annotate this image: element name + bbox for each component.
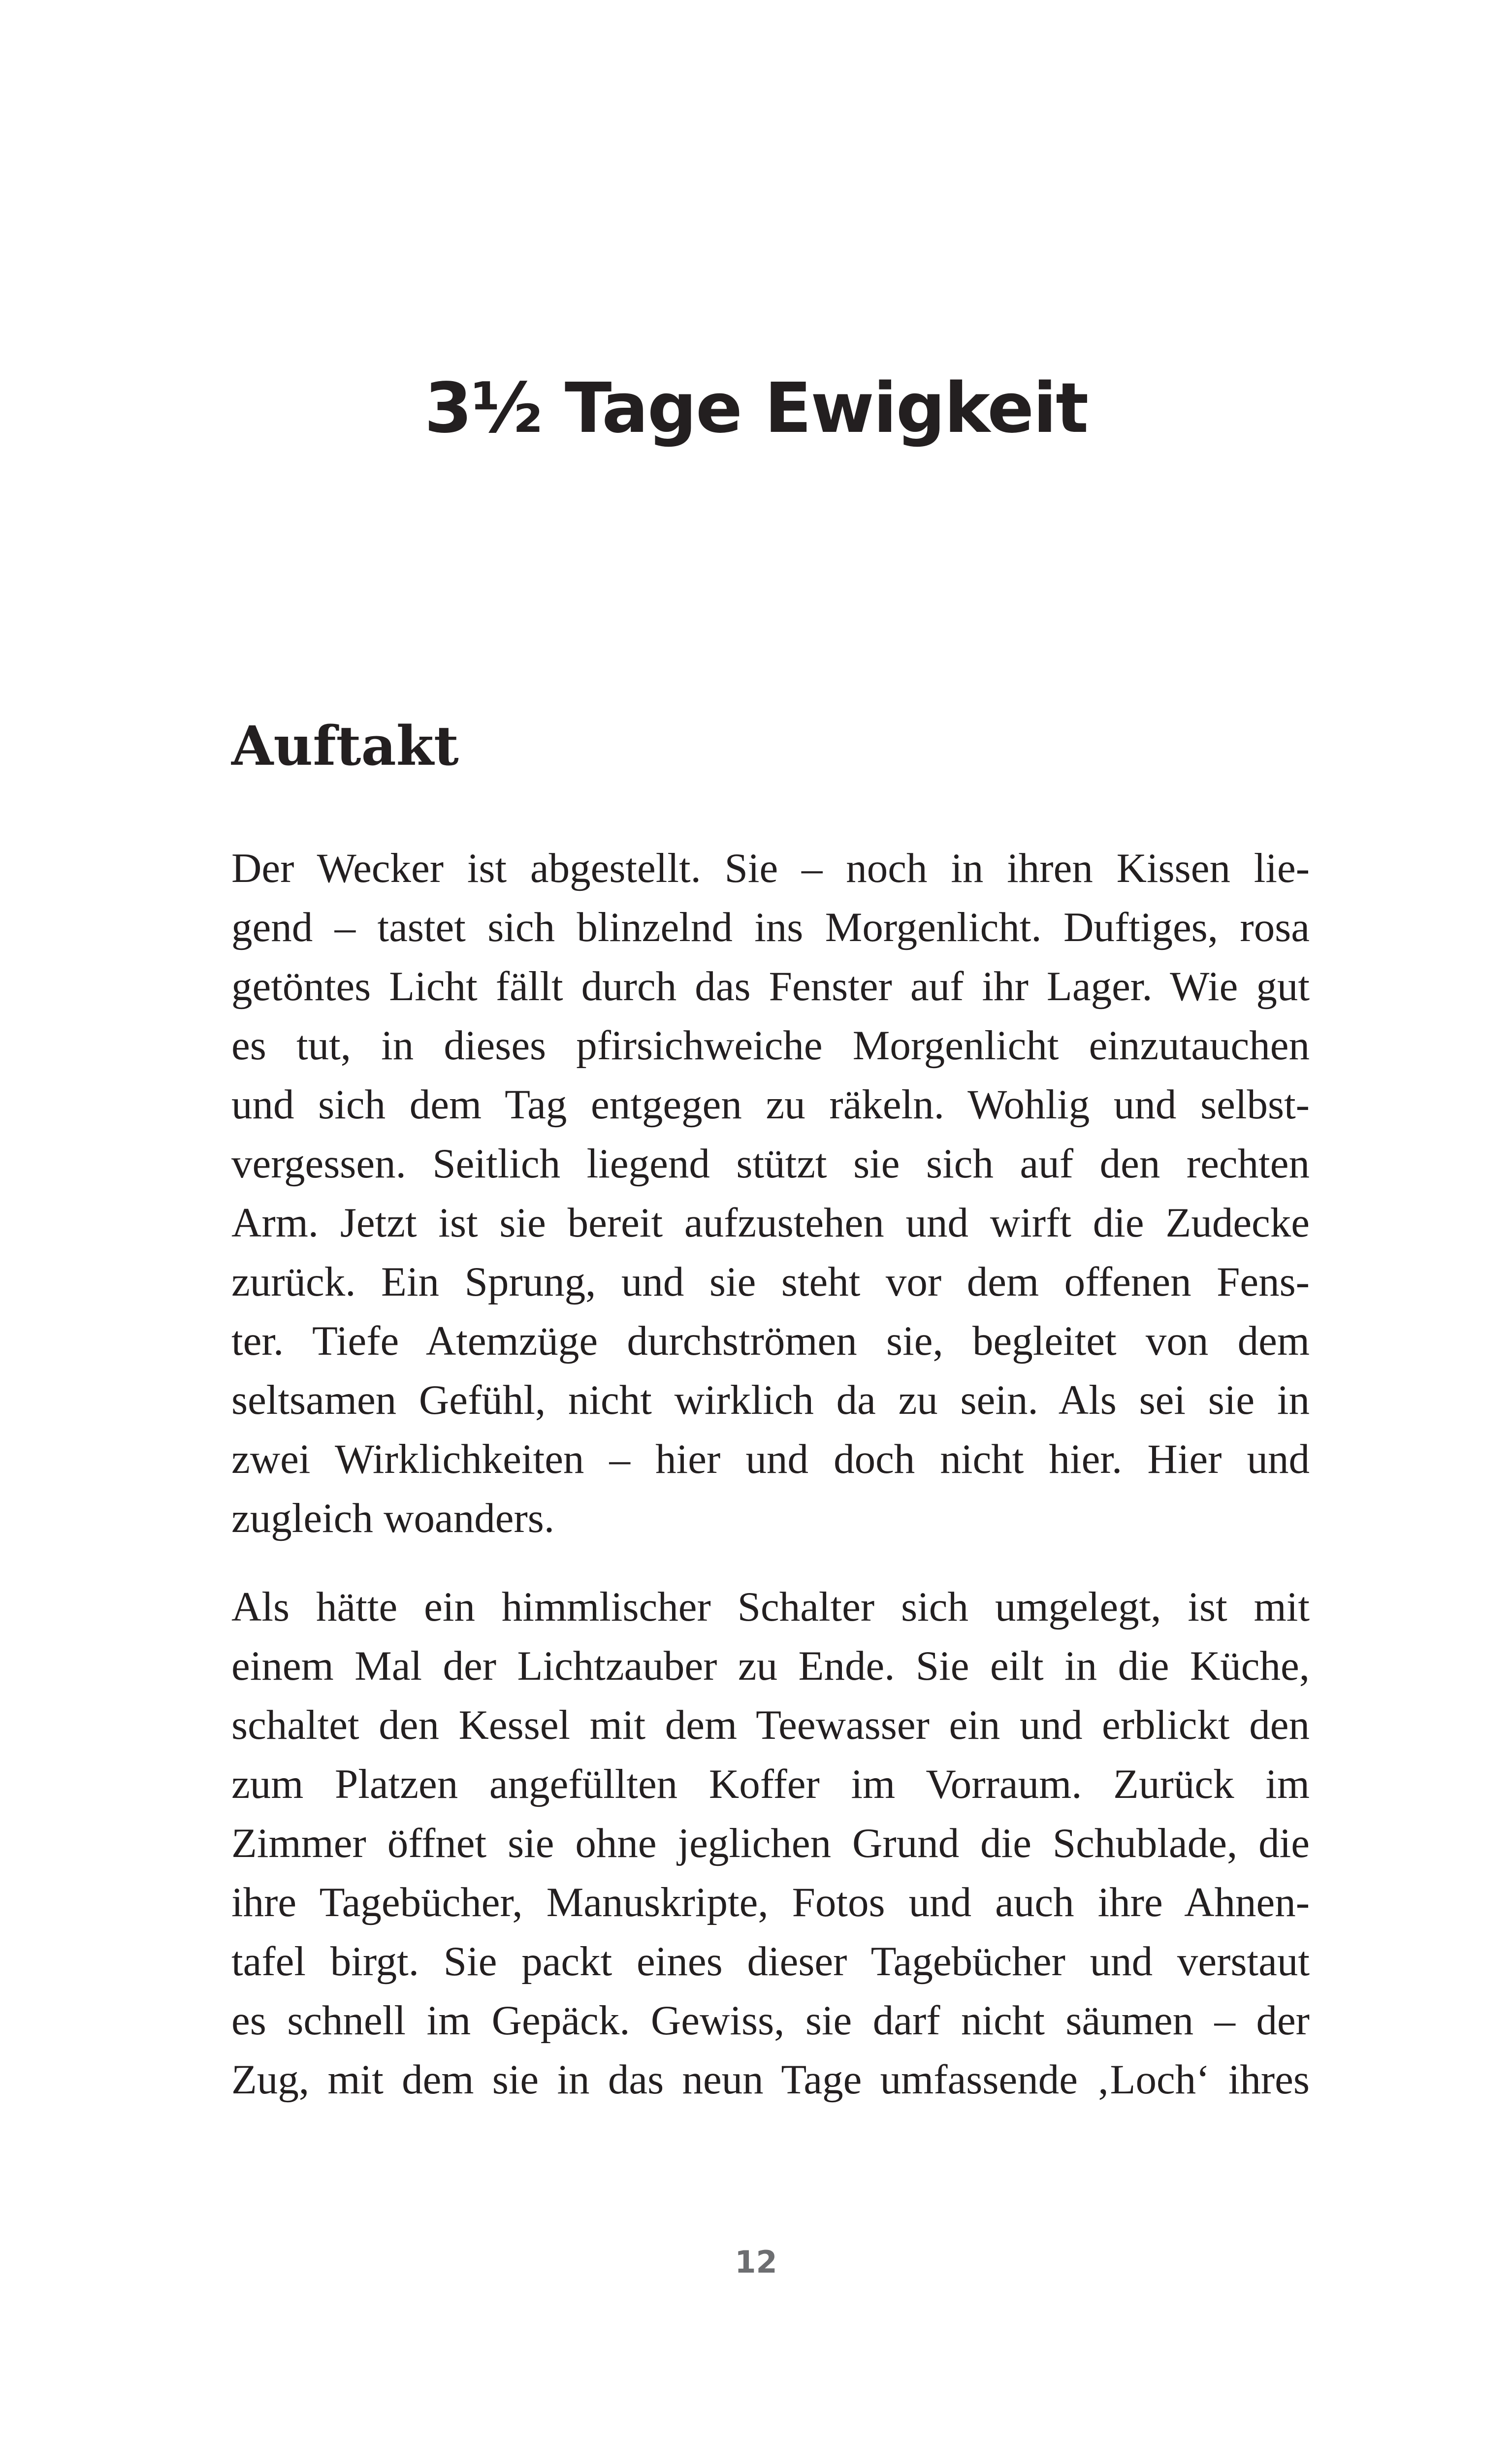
text-line: Als hätte ein himmlischer Schalter sich umgelegt, ist mit [231,1584,1310,1630]
paragraph-1 [231,839,1310,1548]
chapter-title: 3½ Tage Ewigkeit [424,368,1088,449]
text-line: schaltet den Kessel mit dem Teewasser ein und erblickt den [231,1702,1310,1748]
section-title: Auftakt [231,714,459,778]
text-line: und sich dem Tag entgegen zu räkeln. Wohlig und selbst- [231,1081,1310,1128]
text-line: gend – tastet sich blinzelnd ins Morgenlicht. Duftiges, rosa [231,904,1310,950]
text-line: es tut, in dieses pfirsichweiche Morgenlicht einzutauchen [231,1022,1310,1069]
text-line: Der Wecker ist abgestellt. Sie – noch in ihren Kissen lie- [231,845,1310,891]
text-line: vergessen. Seitlich liegend stützt sie sich auf den rechten [231,1140,1310,1187]
text-line: Zimmer öffnet sie ohne jeglichen Grund die Schublade, die [231,1820,1310,1866]
text-line: ihre Tagebücher, Manuskripte, Fotos und auch ihre Ahnen- [231,1879,1310,1925]
text-line: zum Platzen angefüllten Koffer im Vorraum. Zurück im [231,1761,1310,1807]
text-line: es schnell im Gepäck. Gewiss, sie darf nicht säumen – der [231,1997,1310,2044]
text-line: zwei Wirklichkeiten – hier und doch nicht hier. Hier und [231,1436,1310,1482]
text-line: zurück. Ein Sprung, und sie steht vor dem offenen Fens- [231,1259,1310,1305]
text-line: Arm. Jetzt ist sie bereit aufzustehen und wirft die Zudecke [231,1200,1310,1246]
text-line: tafel birgt. Sie packt eines dieser Tagebücher und verstaut [231,1938,1310,1985]
text-line: einem Mal der Lichtzauber zu Ende. Sie eilt in die Küche, [231,1643,1310,1689]
text-line: Zug, mit dem sie in das neun Tage umfassende ‚Loch‘ ihres [231,2056,1310,2103]
page-number: 12 [735,2244,777,2280]
text-line: ter. Tiefe Atemzüge durchströmen sie, begleitet von dem [231,1318,1310,1364]
text-line: zugleich woanders. [231,1495,555,1541]
text-line: getöntes Licht fällt durch das Fenster auf ihr Lager. Wie gut [231,963,1310,1010]
text-line: seltsamen Gefühl, nicht wirklich da zu sein. Als sei sie in [231,1377,1310,1423]
paragraph-2 [231,1577,1310,2109]
